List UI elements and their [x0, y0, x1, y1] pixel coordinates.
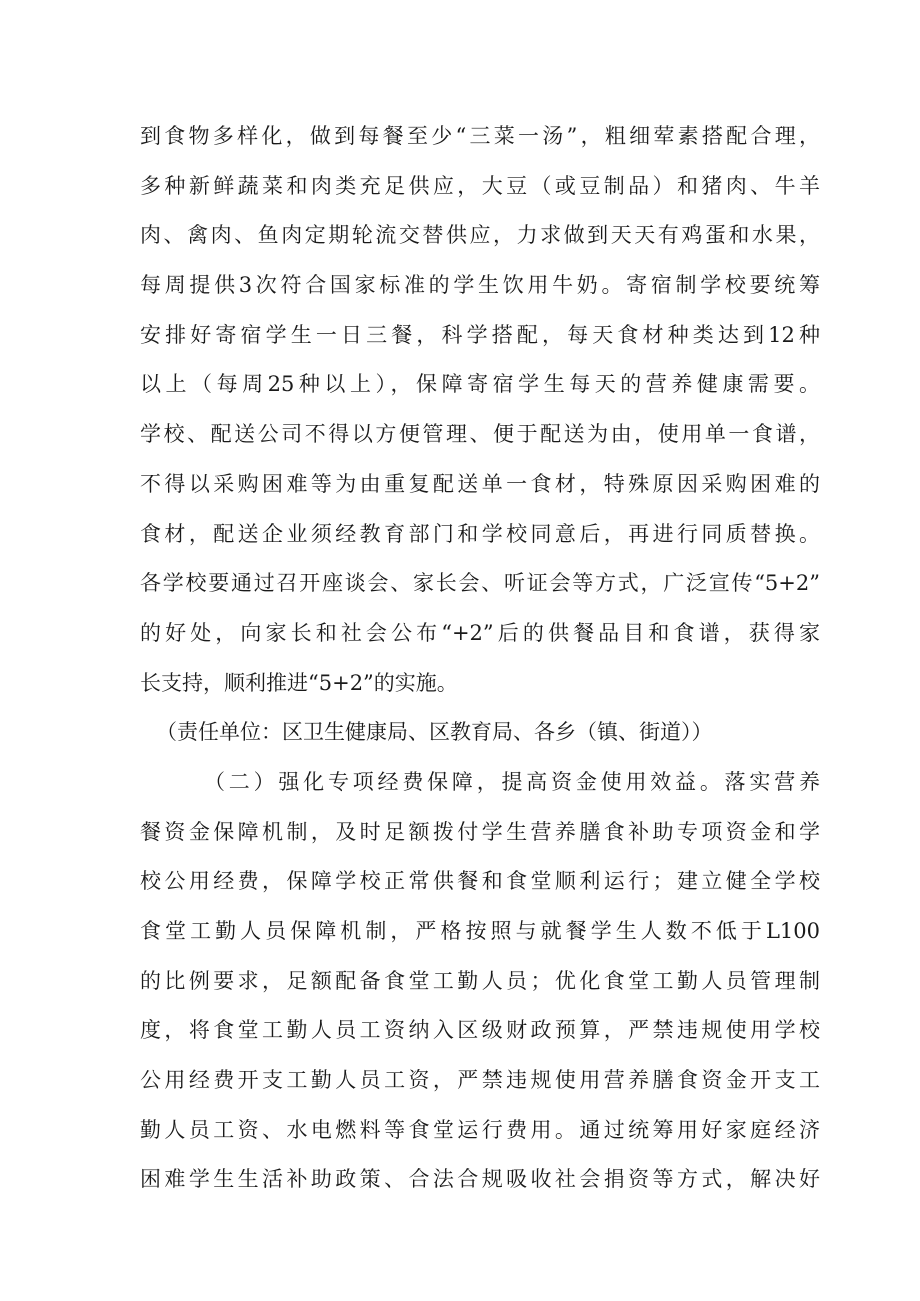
text-line: 困难学生生活补助政策、合法合规吸收社会捐资等方式，解决好 — [140, 1167, 820, 1192]
text-line: 学校、配送公司不得以方便管理、便于配送为由，使用单一食谱， — [140, 422, 820, 447]
section-heading-line: （二）强化专项经费保障，提高资金使用效益。落实营养 — [204, 769, 820, 794]
text-line: 不得以采购困难等为由重复配送单一食材，特殊原因采购困难的 — [140, 471, 820, 496]
text-line: 各学校要通过召开座谈会、家长会、听证会等方式，广泛宣传“5+2” — [140, 571, 820, 596]
text-line: 公用经费开支工勤人员工资，严禁违规使用营养膳食资金开支工 — [140, 1068, 820, 1093]
text-line: 餐资金保障机制，及时足额拨付学生营养膳食补助专项资金和学 — [140, 819, 820, 844]
text-line: 的好处，向家长和社会公布“+2”后的供餐品目和食谱，获得家 — [140, 620, 820, 645]
text-line: 勤人员工资、水电燃料等食堂运行费用。通过统筹用好家庭经济 — [140, 1117, 820, 1142]
text-line: 度，将食堂工勤人员工资纳入区级财政预算，严禁违规使用学校 — [140, 1018, 820, 1043]
text-line: 校公用经费，保障学校正常供餐和食堂顺利运行；建立健全学校 — [140, 869, 820, 894]
text-line: 食堂工勤人员保障机制，严格按照与就餐学生人数不低于L100 — [140, 919, 820, 943]
text-line: 以上（每周25种以上），保障寄宿学生每天的营养健康需要。 — [140, 372, 820, 397]
text-line: 食材，配送企业须经教育部门和学校同意后，再进行同质替换。 — [140, 521, 820, 546]
text-line: 每周提供3次符合国家标准的学生饮用牛奶。寄宿制学校要统筹 — [140, 273, 820, 298]
text-line: 多种新鲜蔬菜和肉类充足供应，大豆（或豆制品）和猪肉、牛羊 — [140, 173, 820, 198]
text-line: 到食物多样化，做到每餐至少“三菜一汤”，粗细荤素搭配合理， — [140, 124, 820, 148]
text-line: 的比例要求，足额配备食堂工勤人员；优化食堂工勤人员管理制 — [140, 968, 820, 993]
responsibility-note: （责任单位：区卫生健康局、区教育局、各乡（镇、街道）） — [156, 720, 713, 745]
text-line: 安排好寄宿学生一日三餐，科学搭配，每天食材种类达到12种 — [140, 322, 820, 347]
text-line: 肉、禽肉、鱼肉定期轮流交替供应，力求做到天天有鸡蛋和水果， — [140, 223, 820, 248]
body-text — [140, 112, 820, 1205]
text-line: 长支持，顺利推进“5+2”的实施。 — [140, 670, 458, 695]
